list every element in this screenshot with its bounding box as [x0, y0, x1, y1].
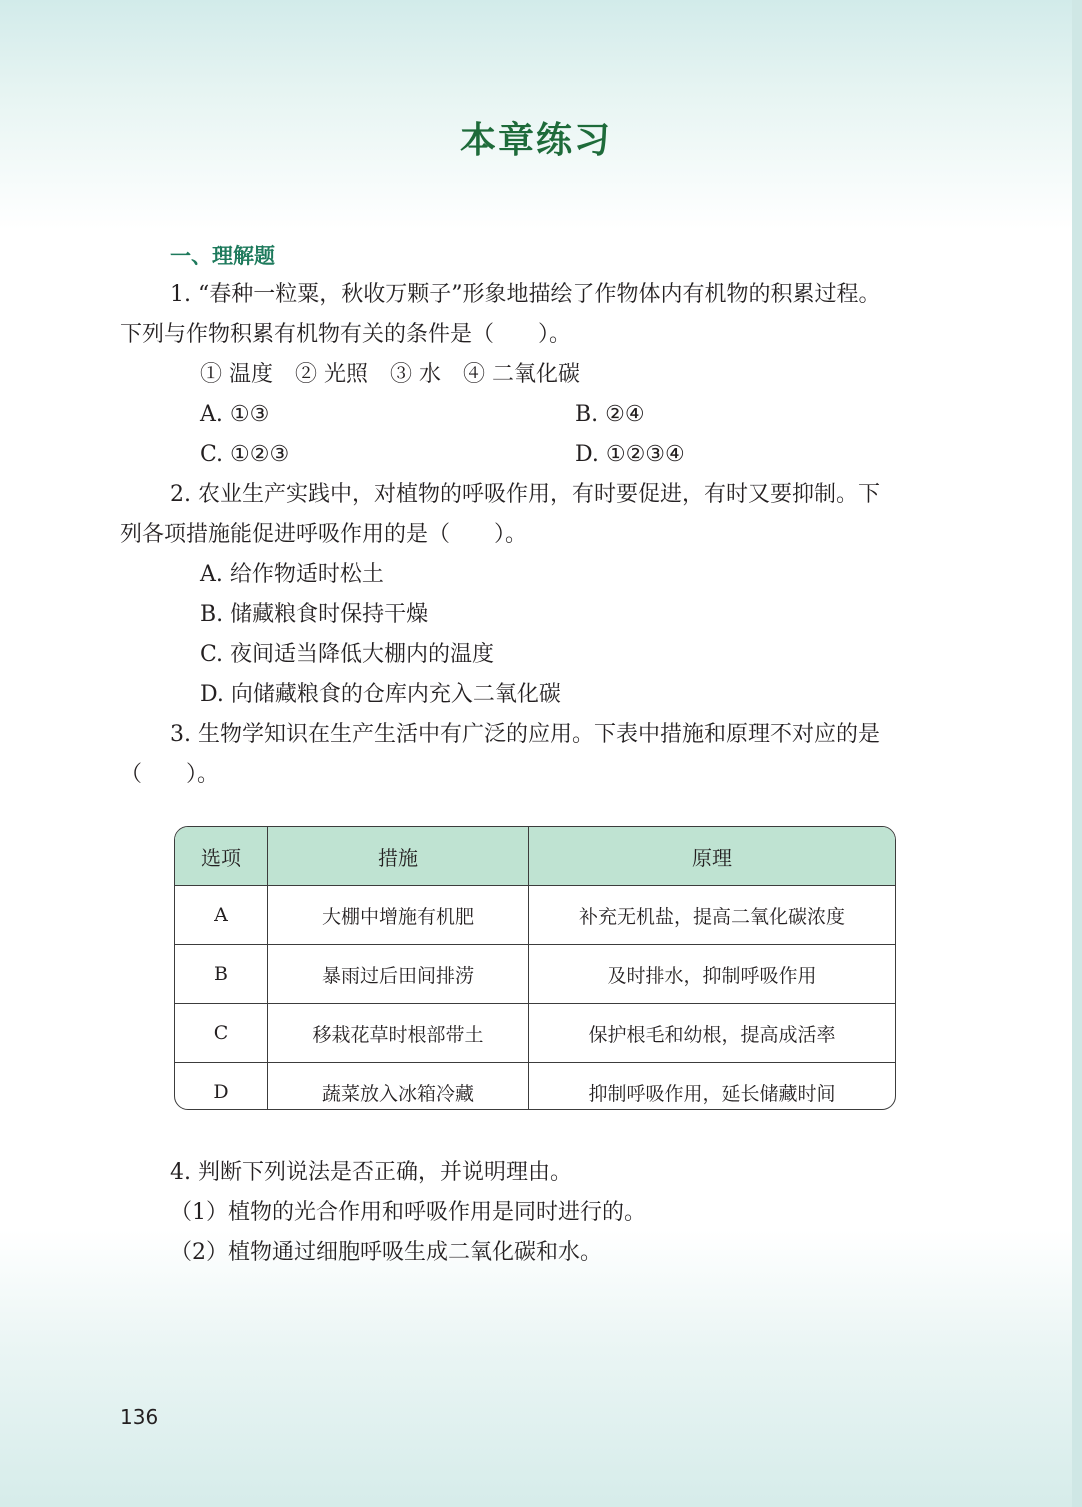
- q2-option-b: B. 储藏粮食时保持干燥: [200, 602, 429, 627]
- table-row: [175, 886, 895, 945]
- row-measure: 暴雨过后田间排涝: [268, 945, 529, 1004]
- q1-option-a: A. ①③: [200, 402, 270, 427]
- row-measure: 移栽花草时根部带土: [268, 1004, 529, 1063]
- table-row: [175, 1063, 895, 1111]
- row-option: C: [175, 1004, 268, 1063]
- row-option: B: [175, 945, 268, 1004]
- q1-option-d: D. ①②③④: [575, 442, 685, 467]
- q3-line1: 3. 生物学知识在生产生活中有广泛的应用。下表中措施和原理不对应的是: [170, 722, 880, 747]
- q3-line2: （ ）。: [120, 762, 220, 787]
- row-measure: 大棚中增施有机肥: [268, 886, 529, 945]
- q1-conditions: ① 温度 ② 光照 ③ 水 ④ 二氧化碳: [200, 362, 580, 387]
- row-principle: 及时排水，抑制呼吸作用: [529, 945, 896, 1004]
- row-measure: 蔬菜放入冰箱冷藏: [268, 1063, 529, 1111]
- row-principle: 保护根毛和幼根，提高成活率: [529, 1004, 896, 1063]
- section-heading: 一、理解题: [170, 244, 275, 268]
- row-option: D: [175, 1063, 268, 1111]
- q2-line2: 列各项措施能促进呼吸作用的是（ ）。: [120, 522, 528, 547]
- q1-option-b: B. ②④: [575, 402, 645, 427]
- q4-item-2: （2）植物通过细胞呼吸生成二氧化碳和水。: [170, 1240, 602, 1265]
- header-measure: 措施: [268, 827, 529, 886]
- q2-option-d: D. 向储藏粮食的仓库内充入二氧化碳: [200, 682, 561, 707]
- page-number: 136: [120, 1405, 159, 1429]
- q2-line1: 2. 农业生产实践中，对植物的呼吸作用，有时要促进，有时又要抑制。下: [170, 482, 880, 507]
- table-row: [175, 945, 895, 1004]
- q4-line1: 4. 判断下列说法是否正确，并说明理由。: [170, 1160, 572, 1185]
- row-principle: 补充无机盐，提高二氧化碳浓度: [529, 886, 896, 945]
- q1-line2: 下列与作物积累有机物有关的条件是（ ）。: [120, 322, 572, 347]
- page-edge-strip: [1072, 0, 1082, 1507]
- q2-option-c: C. 夜间适当降低大棚内的温度: [200, 642, 495, 667]
- q1-line1: 1. “春种一粒粟，秋收万颗子”形象地描绘了作物体内有机物的积累过程。: [170, 282, 881, 307]
- measures-table: [174, 826, 896, 1110]
- table-row: [175, 1004, 895, 1063]
- q2-option-a: A. 给作物适时松土: [200, 562, 384, 587]
- page-title: 本章练习: [459, 120, 612, 161]
- header-principle: 原理: [529, 827, 896, 886]
- header-option: 选项: [175, 827, 268, 886]
- row-principle: 抑制呼吸作用，延长储藏时间: [588, 1082, 836, 1105]
- q1-option-c: C. ①②③: [200, 442, 290, 467]
- row-option: A: [175, 886, 268, 945]
- table-header-row: [175, 827, 895, 886]
- q4-item-1: （1）植物的光合作用和呼吸作用是同时进行的。: [170, 1200, 646, 1225]
